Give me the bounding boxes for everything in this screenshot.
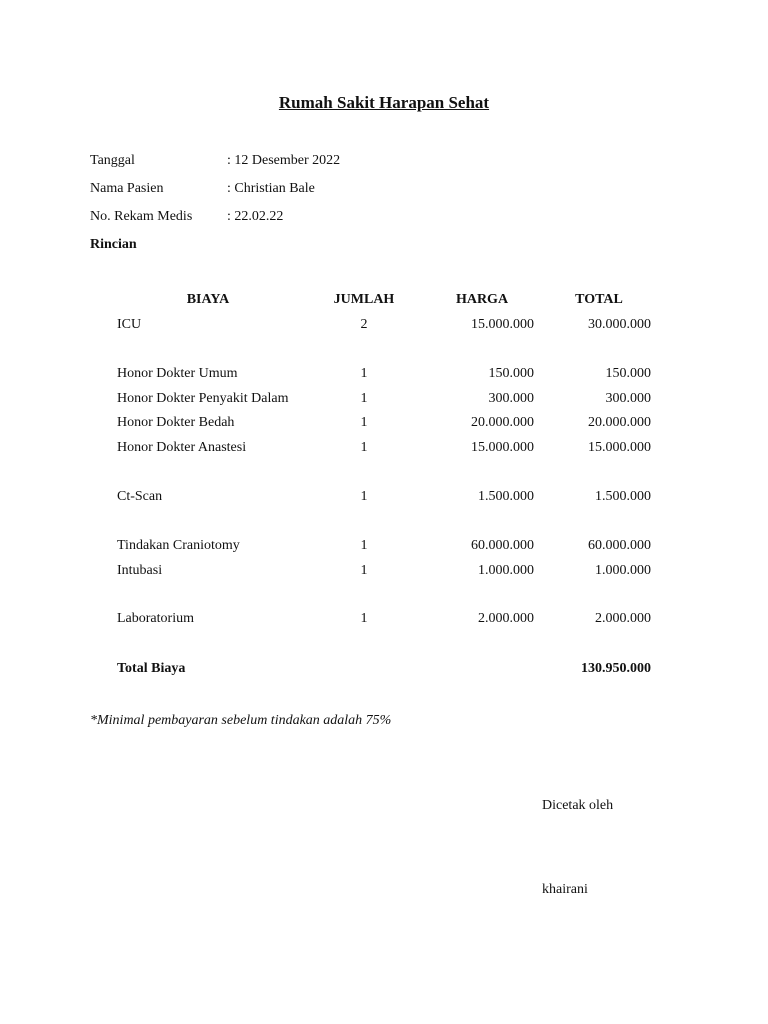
item-name: Honor Dokter Bedah [117,415,235,430]
item-total: 1.000.000 [595,563,651,578]
item-price: 20.000.000 [471,415,534,430]
item-price: 60.000.000 [471,538,534,553]
item-price: 15.000.000 [471,317,534,332]
item-name: Honor Dokter Penyakit Dalam [117,391,289,406]
item-total: 2.000.000 [595,611,651,626]
table-row [0,415,768,435]
table-row [0,366,768,386]
item-total: 15.000.000 [588,440,651,455]
item-total: 150.000 [605,366,651,381]
table-row [0,538,768,558]
item-price: 2.000.000 [478,611,534,626]
table-row [0,611,768,631]
item-qty: 1 [360,489,368,504]
info-value-rekam-medis: : 22.02.22 [227,209,284,224]
item-name: Honor Dokter Umum [117,366,238,381]
printer-name: khairani [542,882,588,897]
section-heading: Rincian [90,237,137,252]
table-row [0,489,768,509]
info-value-tanggal: : 12 Desember 2022 [227,153,341,168]
item-qty: 1 [360,611,368,626]
item-price: 15.000.000 [471,440,534,455]
column-header-total: TOTAL [575,292,623,307]
item-name: Laboratorium [117,611,194,626]
item-qty: 1 [360,415,368,430]
item-total: 20.000.000 [588,415,651,430]
table-row [0,440,768,460]
item-qty: 2 [360,317,368,332]
item-qty: 1 [360,538,368,553]
item-qty: 1 [360,563,368,578]
info-label-rekam-medis: No. Rekam Medis [90,209,193,224]
item-price: 1.000.000 [478,563,534,578]
info-label-tanggal: Tanggal [90,153,135,168]
table-row [0,563,768,583]
column-header-harga: HARGA [455,292,509,307]
item-price: 300.000 [488,391,534,406]
column-header-jumlah: JUMLAH [333,292,395,307]
item-name: ICU [117,317,142,332]
item-price: 150.000 [488,366,534,381]
total-value: 130.950.000 [581,661,651,676]
table-row [0,391,768,411]
document-title: Rumah Sakit Harapan Sehat [278,93,490,112]
item-qty: 1 [360,366,368,381]
info-value-nama-pasien: : Christian Bale [227,181,315,196]
info-label-nama-pasien: Nama Pasien [90,181,164,196]
item-name: Tindakan Craniotomy [117,538,240,553]
item-total: 1.500.000 [595,489,651,504]
printed-by-label: Dicetak oleh [542,798,614,813]
payment-note: *Minimal pembayaran sebelum tindakan adalah 75% [90,713,392,728]
item-total: 300.000 [605,391,651,406]
item-name: Intubasi [117,563,163,578]
item-total: 60.000.000 [588,538,651,553]
item-total: 30.000.000 [588,317,651,332]
item-name: Honor Dokter Anastesi [117,440,247,455]
item-name: Ct-Scan [117,489,163,504]
total-label: Total Biaya [117,661,186,676]
item-qty: 1 [360,440,368,455]
table-row [0,317,768,337]
column-header-biaya: BIAYA [186,292,230,307]
item-price: 1.500.000 [478,489,534,504]
item-qty: 1 [360,391,368,406]
